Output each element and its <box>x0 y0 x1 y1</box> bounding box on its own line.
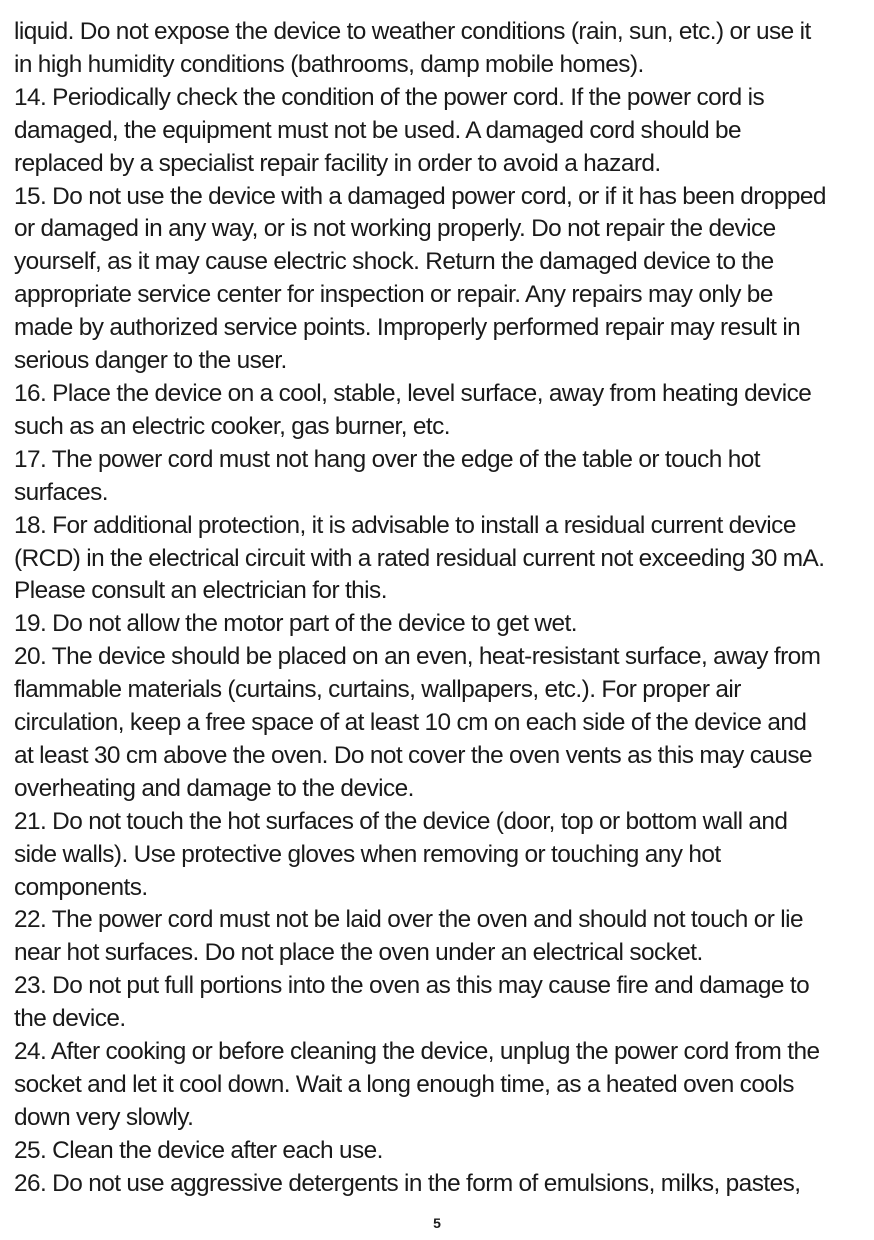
text-line: serious danger to the user. <box>14 347 287 375</box>
text-line: 26. Do not use aggressive detergents in the form of emulsions, milks, pastes, <box>14 1169 801 1197</box>
text-line: 16. Place the device on a cool, stable, level surface, away from heating device <box>14 379 812 407</box>
text-line: 15. Do not use the device with a damaged power cord, or if it has been dropped <box>14 182 826 210</box>
text-line: replaced by a specialist repair facility in order to avoid a hazard. <box>14 149 661 177</box>
text-line: damaged, the equipment must not be used. A damaged cord should be <box>14 116 742 144</box>
text-line: near hot surfaces. Do not place the oven under an electrical socket. <box>14 939 703 967</box>
text-line: 14. Periodically check the condition of the power cord. If the power cord is <box>14 83 765 111</box>
manual-body-text <box>14 16 866 1201</box>
text-line: flammable materials (curtains, curtains, wallpapers, etc.). For proper air <box>14 676 741 704</box>
text-line: 24. After cooking or before cleaning the device, unplug the power cord from the <box>14 1038 820 1066</box>
text-line: 21. Do not touch the hot surfaces of the device (door, top or bottom wall and <box>14 807 788 835</box>
text-line: socket and let it cool down. Wait a long enough time, as a heated oven cools <box>14 1071 794 1098</box>
text-line: circulation, keep a free space of at least 10 cm on each side of the device and <box>14 709 807 737</box>
text-line: components. <box>14 873 148 901</box>
text-line: Please consult an electrician for this. <box>14 577 387 605</box>
text-line: side walls). Use protective gloves when removing or touching any hot <box>14 840 721 868</box>
text-line: 18. For additional protection, it is advisable to install a residual current device <box>14 511 796 539</box>
text-line: 25. Clean the device after each use. <box>14 1136 383 1164</box>
text-line: 22. The power cord must not be laid over the oven and should not touch or lie <box>14 906 803 934</box>
text-line: 17. The power cord must not hang over the edge of the table or touch hot <box>14 445 760 473</box>
page-number: 5 <box>433 1215 441 1231</box>
text-line: yourself, as it may cause electric shock. Return the damaged device to the <box>14 248 774 276</box>
text-line: such as an electric cooker, gas burner, etc. <box>14 412 451 440</box>
text-line: (RCD) in the electrical circuit with a rated residual current not exceeding 30 mA. <box>14 544 825 572</box>
text-line: overheating and damage to the device. <box>14 774 414 802</box>
text-line: the device. <box>14 1005 126 1033</box>
text-line: made by authorized service points. Improperly performed repair may result in <box>14 314 801 342</box>
text-line: surfaces. <box>14 478 109 506</box>
text-line: liquid. Do not expose the device to weather conditions (rain, sun, etc.) or use it <box>14 18 811 45</box>
text-line: appropriate service center for inspection or repair. Any repairs may only be <box>14 281 773 309</box>
text-line: down very slowly. <box>14 1103 194 1131</box>
text-line: 20. The device should be placed on an even, heat-resistant surface, away from <box>14 643 821 671</box>
text-line: in high humidity conditions (bathrooms, damp mobile homes). <box>14 50 644 78</box>
text-line: or damaged in any way, or is not working properly. Do not repair the device <box>14 215 776 243</box>
text-line: at least 30 cm above the oven. Do not cover the oven vents as this may cause <box>14 741 813 769</box>
text-line: 23. Do not put full portions into the oven as this may cause fire and damage to <box>14 972 810 1000</box>
text-line: 19. Do not allow the motor part of the device to get wet. <box>14 610 577 638</box>
